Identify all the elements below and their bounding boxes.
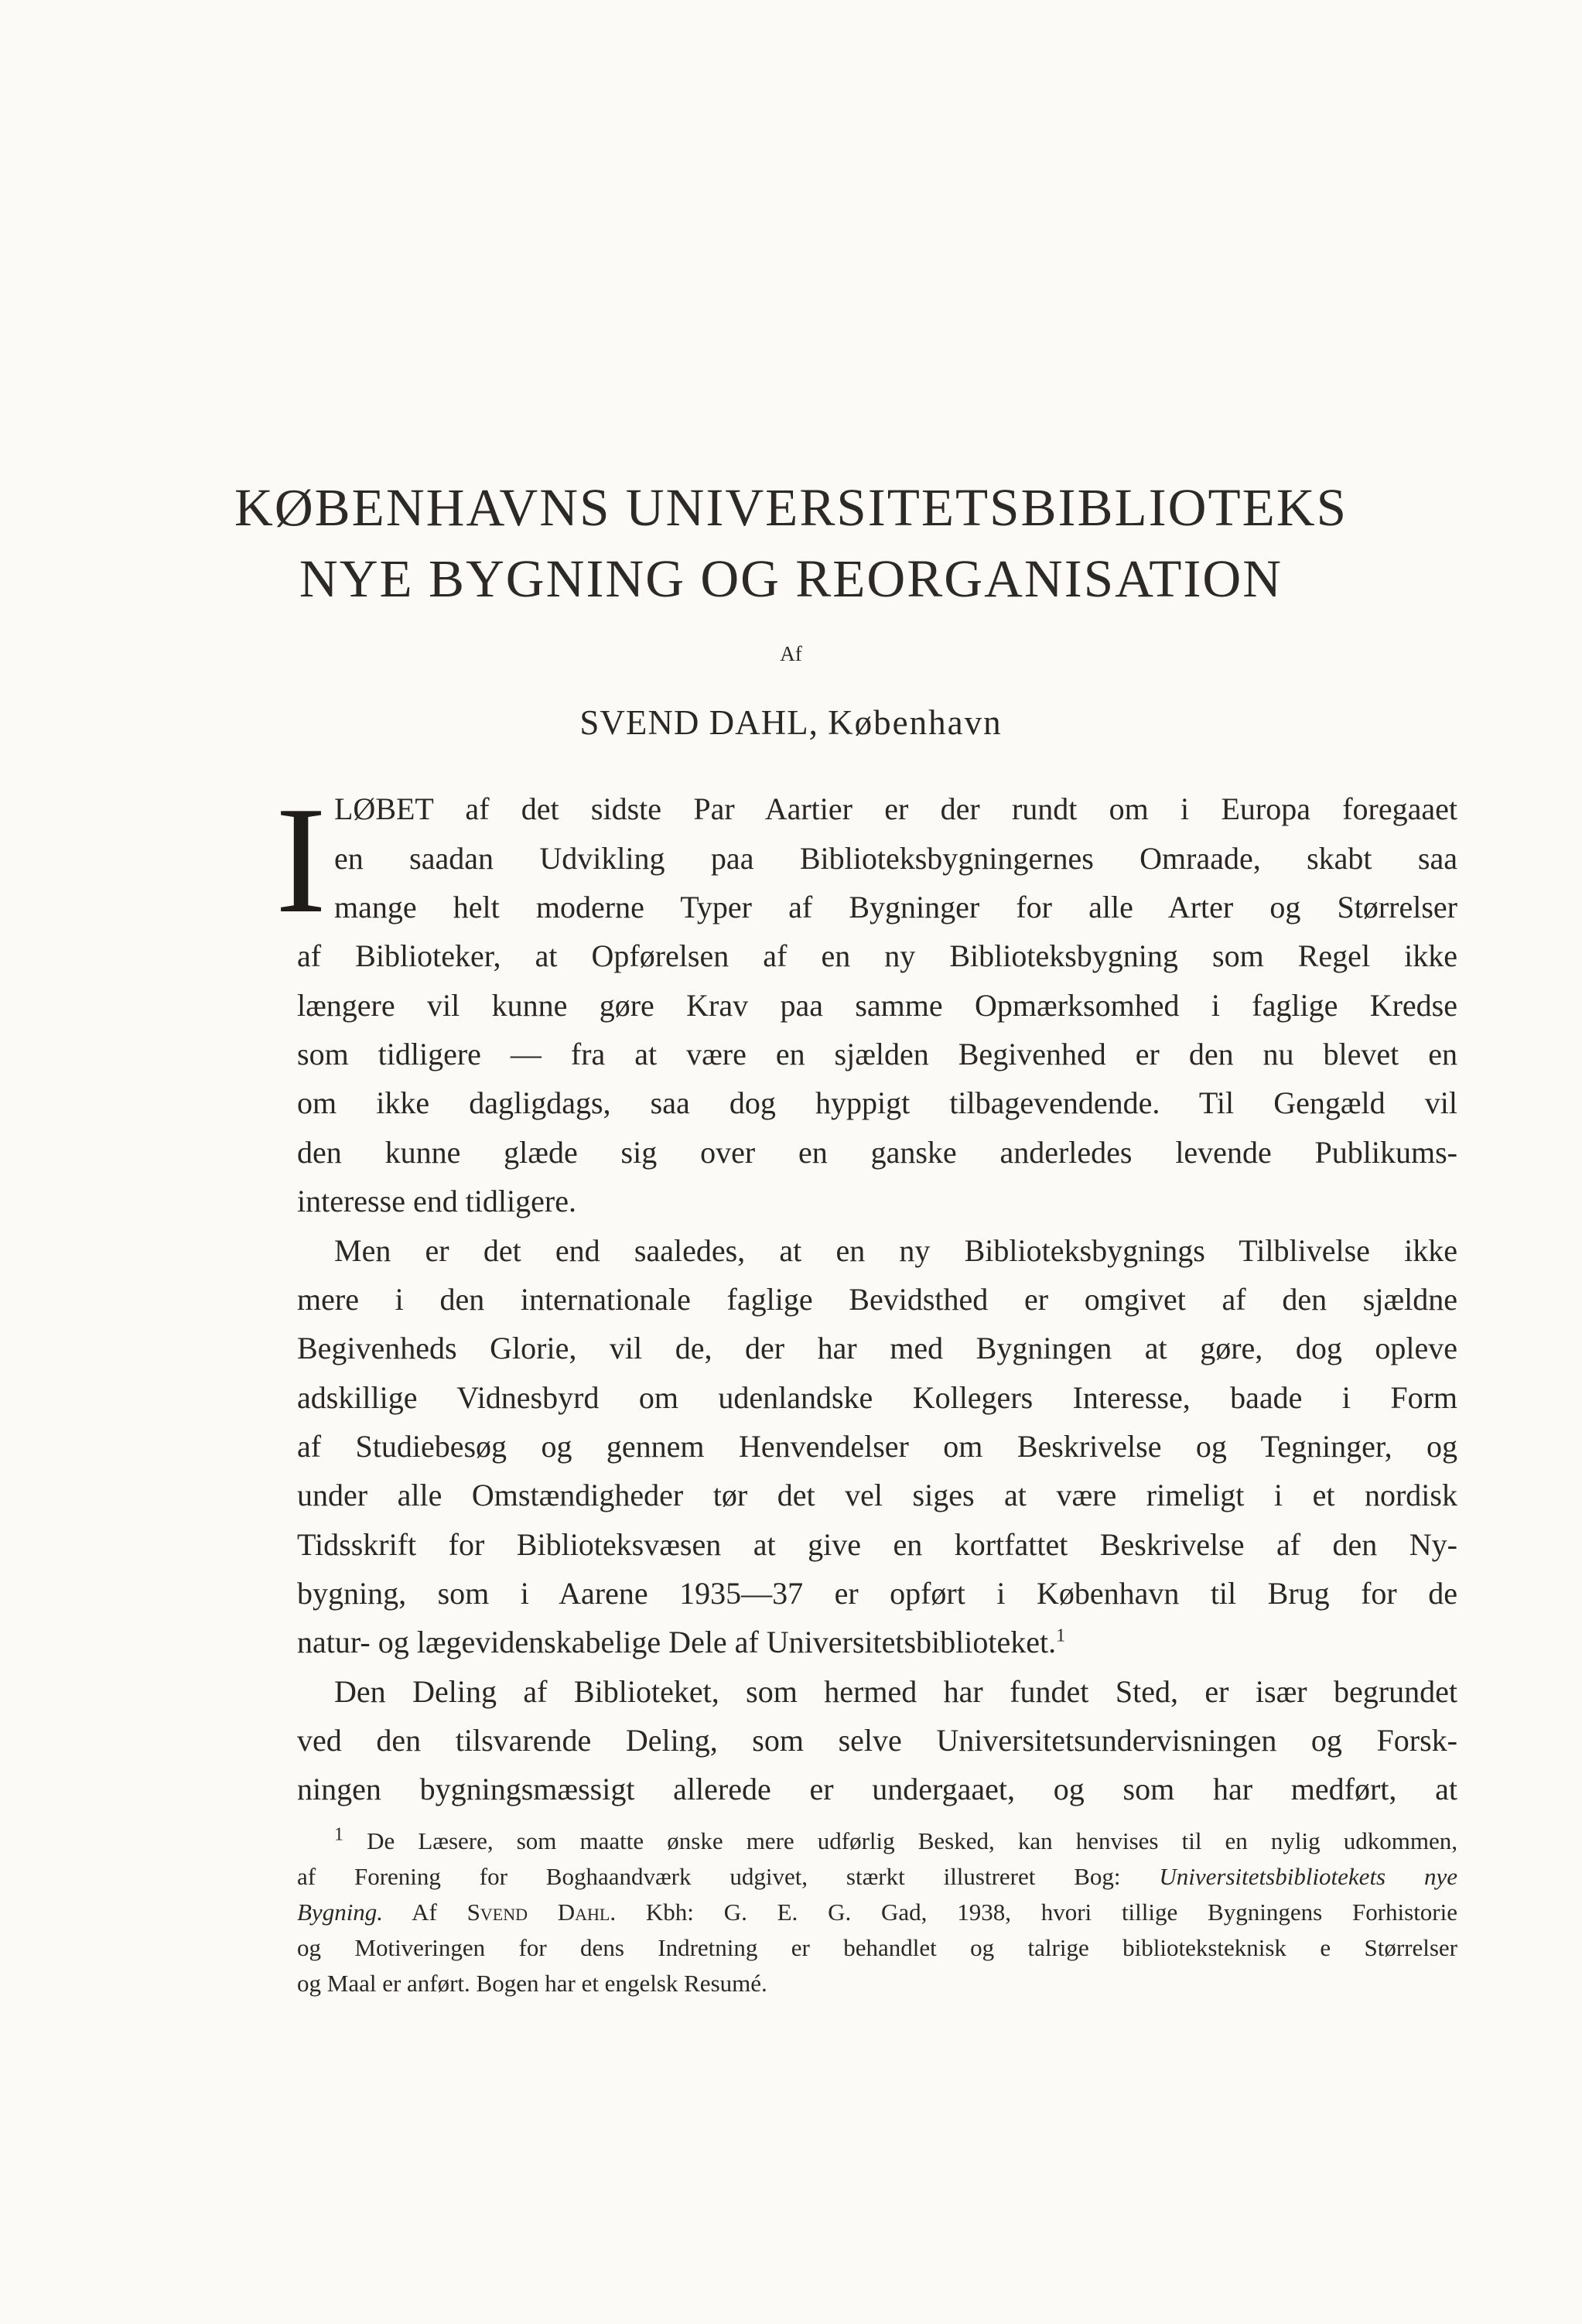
paragraph-1-line-9: interesse end tidligere.: [297, 1184, 576, 1218]
paragraph-1-line-7: om ikke dagligdags, saa dog hyppigt tilbagevendende. Til Gengæld vil: [297, 1085, 1457, 1120]
paragraph-2-line-1: Men er det end saaledes, at en ny Biblioteksbygnings Tilblivelse ikke: [334, 1233, 1457, 1268]
paragraph-2-line-2: mere i den internationale faglige Bevidsthed er omgivet af den sjældne: [297, 1282, 1457, 1317]
paragraph-2-line-4: adskillige Vidnesbyrd om udenlandske Kollegers Interesse, baade i Form: [297, 1380, 1457, 1415]
footnote-reference[interactable]: 1: [1056, 1625, 1066, 1646]
paragraph-1-first-word: LØBET: [334, 791, 434, 826]
paragraph-2-line-6: under alle Omstændigheder tør det vel siges at være rimeligt i et nordisk: [297, 1478, 1457, 1512]
footnote-author: Svend Dahl.: [466, 1899, 617, 1926]
paragraph-1-line-8: den kunne glæde sig over en ganske anderledes levende Publikums-: [297, 1135, 1457, 1170]
paragraph-3-line-3: ningen bygningsmæssigt allerede er undergaaet, og som har medført, at: [297, 1772, 1457, 1806]
paragraph-2-line-9: natur- og lægevidenskabelige Dele af Universitetsbiblioteket.$^1$: [297, 1625, 1066, 1659]
paragraph-2-line-3: Begivenheds Glorie, vil de, der har med Bygningen at gøre, dog opleve: [297, 1331, 1457, 1365]
footnote-line-3: Bygning. Af Svend Dahl. Kbh: G. E. G. Gad, 1938, hvori tillige Bygningens Forhistorie: [297, 1899, 1458, 1926]
paragraph-2-line-7: Tidsskrift for Biblioteksvæsen at give en kortfattet Beskrivelse af den Ny-: [297, 1527, 1457, 1562]
paragraph-3-line-2: ved den tilsvarende Deling, som selve Universitetsundervisningen og Forsk-: [297, 1723, 1457, 1758]
article-title-line-1: KØBENHAVNS UNIVERSITETSBIBLIOTEKS: [234, 478, 1348, 537]
footnote-line-1: $^1$ De Læsere, som maatte ønske mere udførlig Besked, kan henvises til en nylig udkommen,: [334, 1824, 1457, 1854]
paragraph-2-line-8: bygning, som i Aarene 1935—37 er opført i København til Brug for de: [297, 1576, 1457, 1611]
paragraph-1-line-6: som tidligere — fra at være en sjælden Begivenhed er den nu blevet en: [297, 1037, 1457, 1071]
author-place: København: [828, 703, 1003, 742]
footnote-line-2: af Forening for Boghaandværk udgivet, stærkt illustreret Bog: Universitetsbibliotekets nye: [297, 1863, 1458, 1890]
paragraph-2-line-5: af Studiebesøg og gennem Henvendelser om Beskrivelse og Tegninger, og: [297, 1429, 1457, 1464]
author-line: [0, 703, 1582, 742]
footnote-marker: 1: [334, 1824, 343, 1845]
drop-cap: I: [275, 775, 326, 945]
footnote-book-title: Universitetsbibliotekets nye: [1159, 1863, 1458, 1890]
paragraph-1-line-3: mange helt moderne Typer af Bygninger for alle Arter og Størrelser: [334, 890, 1457, 924]
footnote-line-4: og Motiveringen for dens Indretning er behandlet og talrige biblioteksteknisk e Størrelser: [297, 1934, 1457, 1961]
paragraph-3-line-1: Den Deling af Biblioteket, som hermed har fundet Sted, er især begrundet: [334, 1674, 1457, 1709]
paragraph-1-line-2: en saadan Udvikling paa Biblioteksbygningernes Omraade, skabt saa: [334, 841, 1457, 876]
article-title-line-2: NYE BYGNING OG REORGANISATION: [299, 549, 1283, 608]
paragraph-1-line-1: LØBET af det sidste Par Aartier er der rundt om i Europa foregaaet: [334, 791, 1457, 826]
author-name: SVEND DAHL,: [579, 703, 818, 742]
paragraph-1-line-5: længere vil kunne gøre Krav paa samme Opmærksomhed i faglige Kredse: [297, 988, 1457, 1023]
byline-af: Af: [780, 642, 802, 665]
footnote-line-5: og Maal er anført. Bogen har et engelsk Resumé.: [297, 1970, 767, 1997]
paragraph-1-line-4: af Biblioteker, at Opførelsen af en ny Biblioteksbygning som Regel ikke: [297, 938, 1457, 973]
